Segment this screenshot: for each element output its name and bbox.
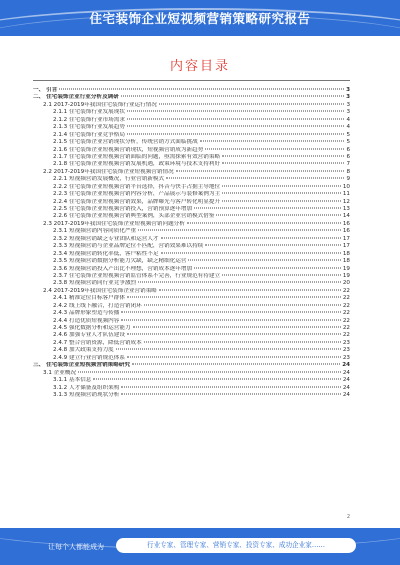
toc-leader-dots: [166, 178, 344, 179]
toc-leader-dots: [222, 185, 341, 186]
toc-leader-dots: [127, 356, 341, 357]
toc-entry-page: 6: [346, 153, 350, 160]
table-of-contents: [33, 87, 350, 399]
toc-entry-label: 2.4.9 建立行业营销规范体系: [53, 354, 125, 361]
toc-entry-page: 22: [342, 310, 350, 317]
toc-entry-label: 2.4.3 品牌形象塑造与传播: [53, 310, 120, 317]
toc-leader-dots: [127, 297, 341, 298]
toc-entry-label: 2.2.6 住宅装饰企业短视频营销典型案例，头部企业营销模式借鉴: [53, 213, 215, 220]
toc-leader-dots: [138, 230, 341, 231]
toc-entry[interactable]: [33, 109, 350, 116]
toc-leader-dots: [127, 334, 341, 335]
toc-entry-page: 23: [342, 354, 350, 361]
toc-entry[interactable]: [33, 251, 350, 258]
toc-entry-label: 2.2.4 住宅装饰企业短视频营销效果，品牌曝光与客户转化明显提升: [53, 198, 221, 205]
toc-entry-page: 22: [342, 302, 350, 309]
toc-entry-label: 2.4 2017-2019年我国住宅装饰企业营销策略: [43, 287, 157, 294]
toc-entry-page: 19: [342, 265, 350, 272]
toc-leader-dots: [121, 96, 344, 97]
report-title: 住宅装饰企业短视频营销策略研究报告: [89, 11, 311, 26]
toc-leader-dots: [138, 282, 341, 283]
toc-entry-page: 22: [342, 287, 350, 294]
toc-entry[interactable]: [33, 303, 350, 310]
toc-leader-dots: [121, 386, 341, 387]
toc-leader-dots: [78, 371, 341, 372]
toc-entry-label: 2.3.7 住宅装饰企业短视频营销监管体系不完善，行业规范有待建立: [53, 272, 221, 279]
toc-leader-dots: [222, 163, 344, 164]
toc-entry[interactable]: [33, 325, 350, 332]
toc-leader-dots: [205, 148, 344, 149]
toc-leader-dots: [222, 155, 344, 156]
toc-entry[interactable]: [33, 355, 350, 362]
toc-entry-page: 22: [342, 317, 350, 324]
toc-leader-dots: [216, 215, 340, 216]
toc-entry-label: 2.3 2017-2019年我国住宅装饰企业短视频营销问题分析: [43, 220, 185, 227]
toc-entry-page: 23: [342, 339, 350, 346]
toc-entry-label: 2.2.2 住宅装饰企业短视频营销平台选择，抖音与快手占据主导地位: [53, 183, 221, 190]
toc-leader-dots: [194, 208, 341, 209]
toc-entry-label: 2.4.8 加大政策支持力度: [53, 347, 114, 354]
toc-heading: 内容目录: [169, 59, 230, 74]
toc-entry-page: 14: [342, 213, 350, 220]
toc-entry[interactable]: [33, 206, 350, 213]
report-footer: [0, 528, 400, 565]
toc-entry-page: 24: [342, 362, 350, 369]
toc-entry[interactable]: [33, 288, 350, 295]
toc-entry-page: 17: [342, 235, 350, 242]
toc-entry[interactable]: [33, 347, 350, 354]
toc-entry-label: 3.1.3 短视频营销现状分析: [53, 391, 120, 398]
toc-entry-page: 9: [346, 176, 350, 183]
toc-entry-page: 3: [346, 101, 350, 108]
toc-entry-label: 2.2.5 住宅装饰企业短视频营销投入，营销预算逐年增加: [53, 206, 193, 212]
toc-entry[interactable]: [33, 184, 350, 191]
footer-tagline: 让每个人都能成为: [48, 543, 104, 551]
toc-leader-dots: [159, 289, 341, 290]
toc-entry[interactable]: [33, 161, 350, 168]
toc-leader-dots: [159, 103, 345, 104]
toc-entry-label: 二、 住宅装饰企业行业分析及调研: [33, 94, 119, 101]
toc-entry-label: 2.1.1 住宅装饰行业发展现状: [53, 109, 125, 116]
toc-entry[interactable]: [33, 154, 350, 161]
toc-entry[interactable]: [33, 102, 350, 109]
toc-entry[interactable]: [33, 139, 350, 146]
toc-entry-label: 2.4.7 整合营销资源，降低营销成本: [53, 339, 142, 346]
toc-entry-page: 20: [342, 280, 350, 287]
toc-entry-page: 24: [342, 391, 350, 398]
toc-leader-dots: [121, 312, 341, 313]
toc-entry[interactable]: [33, 273, 350, 280]
toc-entry[interactable]: [33, 370, 350, 377]
toc-entry[interactable]: [33, 377, 350, 384]
toc-entry[interactable]: [33, 228, 350, 235]
toc-entry-page: 24: [342, 377, 350, 384]
toc-entry[interactable]: [33, 258, 350, 265]
toc-leader-dots: [176, 170, 345, 171]
toc-entry[interactable]: [33, 362, 350, 369]
toc-entry-label: 2.1 2017-2019年我国住宅装饰行业运行情况: [43, 101, 157, 108]
toc-entry-label: 2.4.6 加强专业人才队伍建设: [53, 332, 125, 339]
toc-leader-dots: [200, 141, 345, 142]
toc-entry[interactable]: [33, 221, 350, 228]
toc-entry[interactable]: [33, 199, 350, 206]
toc-entry-label: 2.4.1 精准定位目标客户群体: [53, 295, 125, 302]
toc-entry-page: 24: [342, 369, 350, 376]
toc-entry-label: 3.1 企业概况: [43, 369, 77, 376]
toc-entry[interactable]: [33, 310, 350, 317]
toc-entry[interactable]: [33, 132, 350, 139]
toc-entry-page: 18: [342, 250, 350, 257]
toc-entry[interactable]: [33, 213, 350, 220]
toc-entry-page: 22: [342, 325, 350, 331]
toc-entry-page: 10: [342, 183, 350, 190]
toc-entry-label: 2.2 2017-2019年我国住宅装饰企业短视频营销情况: [43, 168, 174, 175]
toc-leader-dots: [161, 252, 341, 253]
toc-entry-page: 7: [346, 161, 350, 168]
toc-entry-page: 3: [346, 87, 350, 93]
toc-entry-label: 一、 引言: [33, 87, 58, 93]
toc-entry-label: 2.2.1 短视频营销发展概况，行业营销新模式: [53, 176, 165, 183]
toc-entry-label: 2.1.5 住宅装饰企业营销现状分析，传统营销方式面临挑战: [53, 139, 198, 146]
toc-entry[interactable]: [33, 147, 350, 154]
toc-entry[interactable]: [33, 392, 350, 399]
toc-entry-page: 13: [342, 206, 350, 212]
toc-entry[interactable]: [33, 295, 350, 302]
toc-entry-label: 2.1.3 住宅装饰行业发展趋势: [53, 124, 125, 131]
toc-entry[interactable]: [33, 280, 350, 287]
toc-leader-dots: [121, 319, 341, 320]
toc-entry-page: 11: [342, 191, 350, 198]
toc-leader-dots: [188, 260, 340, 261]
toc-leader-dots: [187, 222, 341, 223]
toc-entry[interactable]: [33, 191, 350, 198]
toc-entry-label: 2.1.4 住宅装饰行业竞争格局: [53, 131, 125, 138]
page-number: 2: [346, 514, 350, 520]
toc-leader-dots: [116, 349, 341, 350]
toc-entry[interactable]: [33, 124, 350, 131]
toc-entry-page: 4: [346, 124, 350, 131]
toc-entry-label: 2.3.6 短视频营销投入产出比不理想，营销成本逐年增加: [53, 265, 193, 272]
toc-entry-page: 3: [346, 109, 350, 116]
toc-entry-label: 2.3.3 短视频营销与企业品牌定位不匹配，营销效果难以持续: [53, 243, 204, 250]
toc-leader-dots: [121, 393, 341, 394]
toc-leader-dots: [93, 379, 340, 380]
toc-entry-label: 2.1.7 住宅装饰企业短视频营销面临的问题，亟需探索有效营销策略: [53, 153, 221, 160]
toc-entry-page: 8: [346, 168, 350, 175]
toc-leader-dots: [222, 274, 341, 275]
toc-entry-page: 12: [342, 198, 350, 205]
toc-leader-dots: [132, 364, 340, 365]
toc-entry-label: 2.2.3 住宅装饰企业短视频营销内容分析，产品展示与装修案例为主: [53, 191, 221, 198]
toc-leader-dots: [127, 111, 344, 112]
toc-entry-label: 2.3.2 短视频营销缺乏专业团队和运营人才: [53, 235, 159, 242]
toc-leader-dots: [59, 89, 344, 90]
toc-leader-dots: [205, 245, 341, 246]
toc-entry-label: 2.3.8 短视频营销同行业竞争激烈: [53, 280, 137, 287]
toc-entry-label: 2.1.2 住宅装饰行业市场需求: [53, 116, 125, 123]
toc-entry-label: 3.1.2 人才储备及组织架构: [53, 384, 120, 391]
toc-entry-label: 3.1.1 基本信息: [53, 377, 92, 384]
toc-entry[interactable]: [33, 117, 350, 124]
toc-entry[interactable]: [33, 87, 350, 94]
toc-leader-dots: [161, 237, 341, 238]
toc-entry-page: 22: [342, 295, 350, 302]
toc-entry-page: 4: [346, 116, 350, 123]
toc-entry-page: 16: [342, 228, 350, 235]
toc-entry[interactable]: [33, 266, 350, 273]
toc-entry[interactable]: [33, 236, 350, 243]
toc-entry-label: 2.1.6 住宅装饰企业短视频营销现状，短视频营销成为新趋势: [53, 146, 204, 153]
toc-entry-page: 19: [342, 272, 350, 279]
toc-leader-dots: [144, 304, 341, 305]
toc-entry-page: 5: [346, 131, 350, 138]
toc-entry-label: 2.3.1 短视频营销内容同质化严重: [53, 228, 137, 235]
toc-entry-label: 2.4.5 强化数据分析和运营能力: [53, 325, 131, 331]
toc-entry[interactable]: [33, 94, 350, 101]
footer-slogan-pill: 行业专家、管理专家、营销专家、投资专家、成功企业家……: [116, 538, 356, 553]
toc-entry-label: 2.3.4 短视频营销转化率低，客户粘性不足: [53, 250, 159, 257]
toc-entry[interactable]: [33, 332, 350, 339]
toc-entry-page: 5: [346, 139, 350, 146]
toc-entry-label: 三、 住宅装饰企业短视频营销策略研究: [33, 362, 131, 369]
toc-entry-page: 22: [342, 332, 350, 339]
toc-entry[interactable]: [33, 385, 350, 392]
toc-entry-page: 16: [342, 220, 350, 227]
toc-entry-page: 6: [346, 146, 350, 153]
toc-entry-page: 24: [342, 384, 350, 391]
toc-leader-dots: [144, 341, 341, 342]
report-header: [0, 0, 400, 36]
toc-leader-dots: [127, 118, 344, 119]
toc-entry[interactable]: [33, 169, 350, 176]
toc-entry-page: 23: [342, 347, 350, 354]
toc-entry-label: 2.1.8 住宅装饰企业短视频营销发展机遇，政策环境与技术支持利好: [53, 161, 221, 168]
toc-entry-label: 2.4.4 打造优质短视频内容: [53, 317, 120, 324]
toc-entry-label: 2.3.5 短视频营销数据分析能力欠缺，缺乏精细化运营: [53, 258, 187, 265]
toc-leader-dots: [222, 200, 341, 201]
toc-entry[interactable]: [33, 318, 350, 325]
toc-entry[interactable]: [33, 243, 350, 250]
toc-entry[interactable]: [33, 340, 350, 347]
toc-leader-dots: [222, 193, 341, 194]
toc-leader-dots: [127, 133, 344, 134]
toc-entry-page: 18: [342, 258, 350, 265]
toc-leader-dots: [133, 327, 341, 328]
toc-entry-page: 3: [346, 94, 350, 101]
toc-entry-label: 2.4.2 线上线下融合，打造营销闭环: [53, 302, 142, 309]
toc-entry[interactable]: [33, 176, 350, 183]
toc-leader-dots: [127, 126, 344, 127]
toc-divider: [33, 80, 350, 81]
toc-leader-dots: [194, 267, 341, 268]
toc-entry-page: 17: [342, 243, 350, 250]
